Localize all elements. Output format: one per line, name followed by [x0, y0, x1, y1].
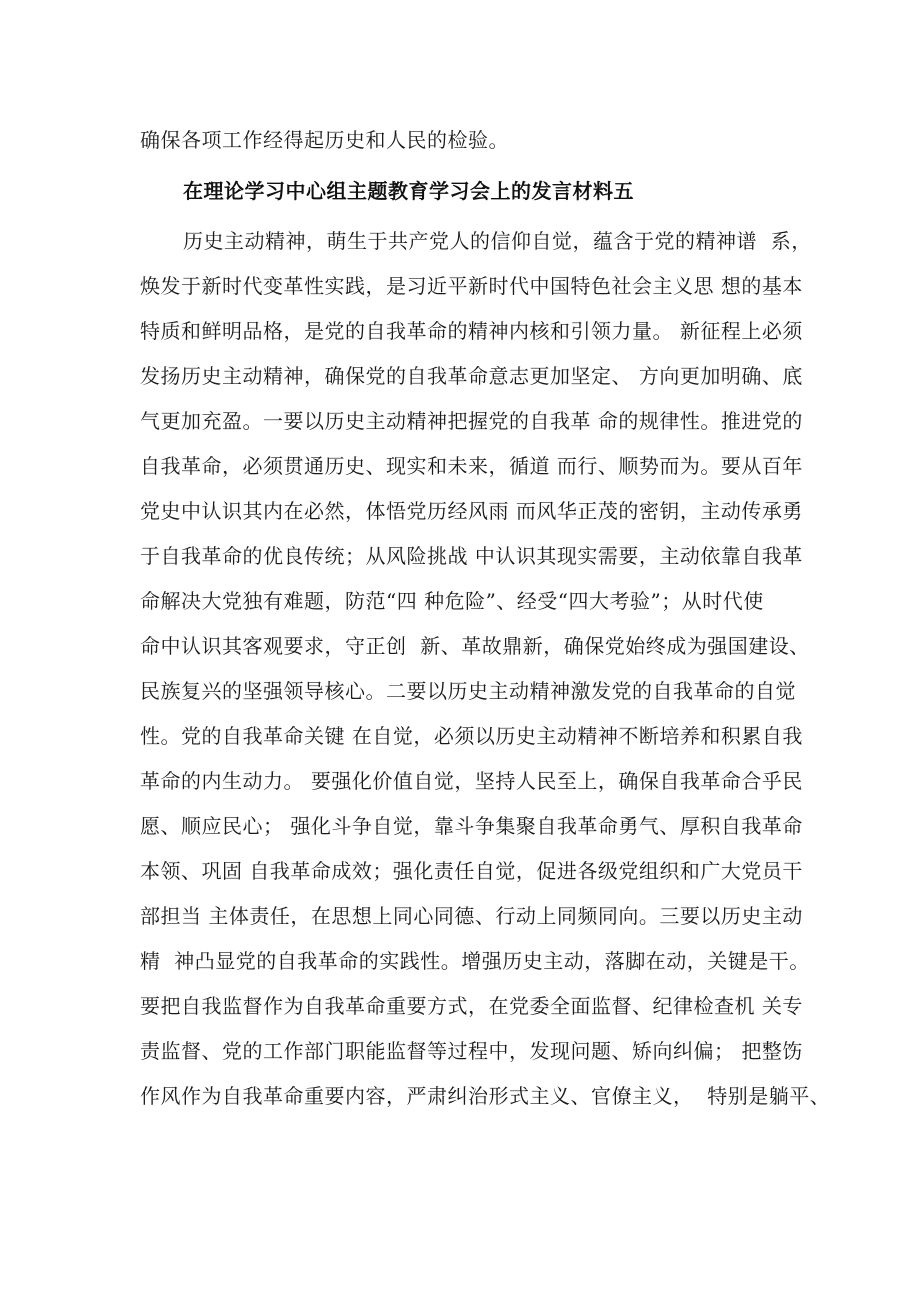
body-line: 发扬历史主动精神，确保党的自我革命意志更加坚定、 方向更加明确、底	[140, 364, 803, 388]
body-line: 革命的内生动力。 要强化价值自觉，坚持人民至上，确保自我革命合乎民	[140, 769, 803, 793]
body-line: 焕发于新时代变革性实践，是习近平新时代中国特色社会主义思 想的基本	[140, 274, 803, 298]
body-line: 作风作为自我革命重要内容，严肃纠治形式主义、官僚主义， 特别是躺平、	[140, 1084, 831, 1108]
body-line: 气更加充盈。一要以历史主动精神把握党的自我革 命的规律性。推进党的	[140, 409, 803, 433]
body-line: 性。党的自我革命关键 在自觉，必须以历史主动精神不断培养和积累自我	[140, 724, 803, 748]
body-line: 责监督、党的工作部门职能监督等过程中，发现问题、矫向纠偏； 把整饬	[140, 1039, 803, 1063]
body-line: 命解决大党独有难题，防范“四 种危险”、经受“四大考验”；从时代使	[140, 589, 764, 613]
body-line: 命中认识其客观要求，守正创 新、革故鼎新，确保党始终成为强国建设、	[140, 634, 810, 658]
body-line: 愿、顺应民心； 强化斗争自觉，靠斗争集聚自我革命勇气、厚积自我革命	[140, 814, 803, 838]
body-line: 要把自我监督作为自我革命重要方式，在党委全面监督、纪律检查机 关专	[140, 994, 803, 1018]
body-line: 民族复兴的坚强领导核心。二要以历史主动精神激发党的自我革命的自觉	[140, 679, 796, 703]
section-title: 在理论学习中心组主题教育学习会上的发言材料五	[183, 179, 634, 203]
body-line: 党史中认识其内在必然，体悟党历经风雨 而风华正茂的密钥，主动传承勇	[140, 499, 803, 523]
lead-line: 确保各项工作经得起历史和人民的检验。	[140, 128, 509, 152]
body-line: 精 神凸显党的自我革命的实践性。增强历史主动，落脚在动，关键是干。	[140, 949, 810, 973]
body-line: 自我革命，必须贯通历史、现实和未来，循道 而行、顺势而为。要从百年	[140, 454, 803, 478]
body-line: 于自我革命的优良传统；从风险挑战 中认识其现实需要，主动依靠自我革	[140, 544, 803, 568]
body-line: 本领、巩固 自我革命成效；强化责任自觉，促进各级党组织和广大党员干	[140, 859, 803, 883]
body-line: 历史主动精神，萌生于共产党人的信仰自觉，蕴含于党的精神谱 系，	[183, 229, 812, 253]
body-line: 特质和鲜明品格，是党的自我革命的精神内核和引领力量。 新征程上必须	[140, 319, 803, 343]
body-line: 部担当 主体责任，在思想上同心同德、行动上同频同向。三要以历史主动	[140, 904, 803, 928]
